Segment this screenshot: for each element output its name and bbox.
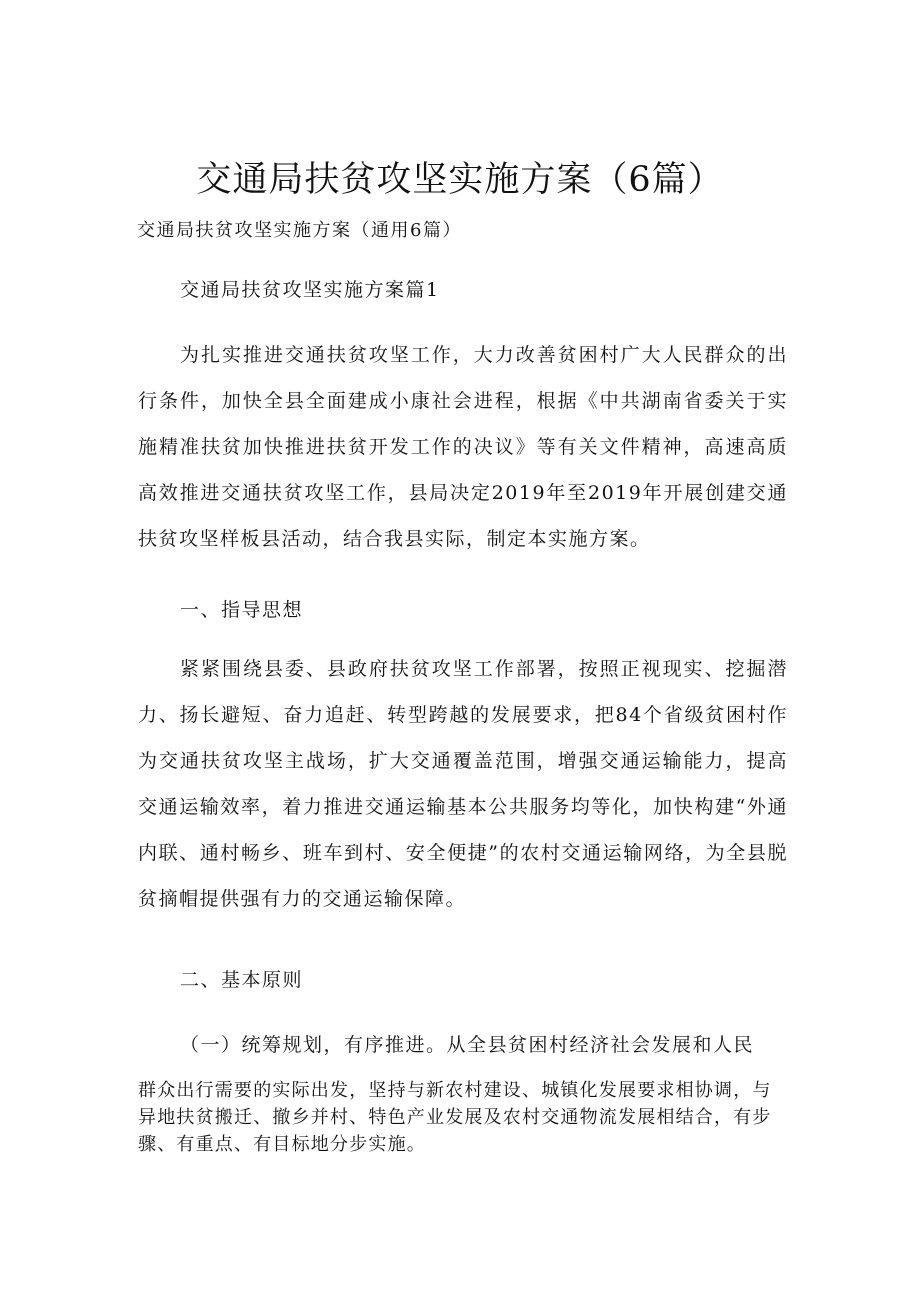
- intro-paragraph: 为扎实推进交通扶贫攻坚工作，大力改善贫困村广大人民群众的出行条件，加快全县全面建成小康社会进程，根据《中共湖南省委关于实施精准扶贫加快推进扶贫开发工作的决议》等有关文件精神，高速高质高效推进交通扶贫攻坚工作，县局决定2019年至2019年开展创建交通扶贫攻坚样板县活动，结合我县实际，制定本实施方案。: [138, 344, 788, 550]
- section-title: 交通局扶贫攻坚实施方案篇1: [180, 279, 440, 301]
- principle-1-first-line: （一）统筹规划，有序推进。从全县贫困村经济社会发展和人民: [180, 1034, 755, 1056]
- document-title: 交通局扶贫攻坚实施方案（6篇）: [196, 160, 724, 200]
- guiding-ideology-paragraph: 紧紧围绕县委、县政府扶贫攻坚工作部署，按照正视现实、挖掘潜力、扬长避短、奋力追赶、转型跨越的发展要求，把84个省级贫困村作为交通扶贫攻坚主战场，扩大交通覆盖范围，增强交通运输能力，提高交通运输效率，着力推进交通运输基本公共服务均等化，加快构建“外通内联、通村畅乡、班车到村、安全便捷”的农村交通运输网络，为全县脱贫摘帽提供强有力的交通运输保障。: [138, 658, 788, 910]
- heading-guiding-ideology: 一、指导思想: [180, 599, 304, 621]
- principle-1-paragraph: 群众出行需要的实际出发，坚持与新农村建设、城镇化发展要求相协调，与异地扶贫搬迁、撤乡并村、特色产业发展及农村交通物流发展相结合，有步骤、有重点、有目标地分步实施。: [138, 1080, 772, 1155]
- heading-basic-principles: 二、基本原则: [180, 969, 304, 991]
- document-subtitle: 交通局扶贫攻坚实施方案（通用6篇）: [137, 220, 462, 241]
